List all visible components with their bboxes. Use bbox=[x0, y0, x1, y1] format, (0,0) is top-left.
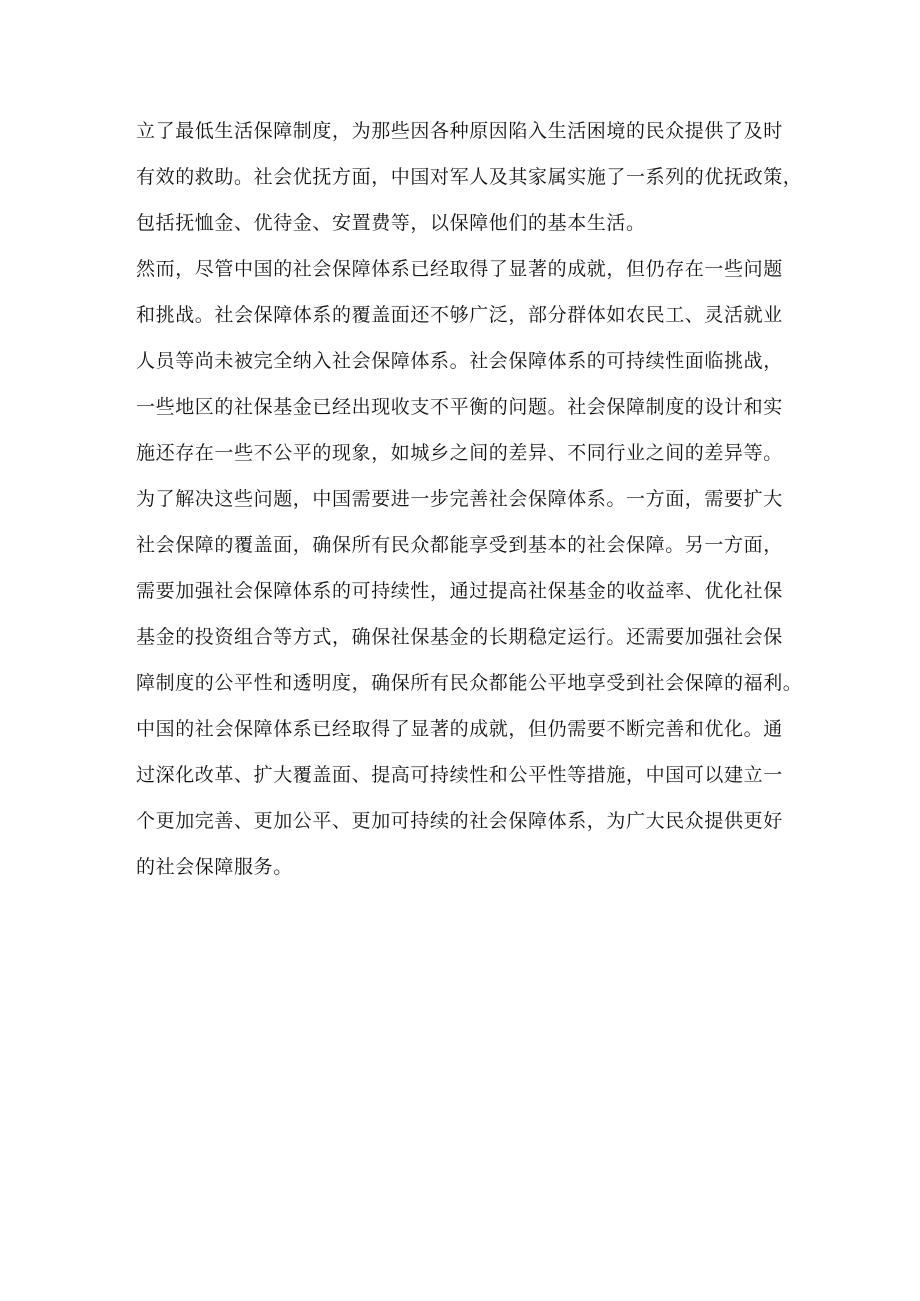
text-line: 个更加完善、更加公平、更加可持续的社会保障体系，为广大民众提供更好 bbox=[136, 810, 783, 832]
text-line: 包括抚恤金、优待金、安置费等，以保障他们的基本生活。 bbox=[136, 212, 646, 234]
text-line: 需要加强社会保障体系的可持续性，通过提高社保基金的收益率、优化社保 bbox=[136, 580, 783, 602]
text-line: 有效的救助。社会优抚方面，中国对军人及其家属实施了一系列的优抚政策， bbox=[136, 166, 803, 188]
text-line: 然而，尽管中国的社会保障体系已经取得了显著的成就，但仍存在一些问题 bbox=[136, 258, 783, 280]
text-line: 中国的社会保障体系已经取得了显著的成就，但仍需要不断完善和优化。通 bbox=[136, 718, 783, 740]
text-line: 和挑战。社会保障体系的覆盖面还不够广泛，部分群体如农民工、灵活就业 bbox=[136, 304, 783, 326]
text-line: 人员等尚未被完全纳入社会保障体系。社会保障体系的可持续性面临挑战， bbox=[136, 350, 783, 372]
text-line: 的社会保障服务。 bbox=[136, 856, 293, 878]
text-line: 施还存在一些不公平的现象，如城乡之间的差异、不同行业之间的差异等。 bbox=[136, 442, 783, 464]
text-line: 基金的投资组合等方式，确保社保基金的长期稳定运行。还需要加强社会保 bbox=[136, 626, 783, 648]
text-line: 立了最低生活保障制度，为那些因各种原因陷入生活困境的民众提供了及时 bbox=[136, 120, 783, 142]
text-line: 为了解决这些问题，中国需要进一步完善社会保障体系。一方面，需要扩大 bbox=[136, 488, 783, 510]
text-line: 社会保障的覆盖面，确保所有民众都能享受到基本的社会保障。另一方面， bbox=[136, 534, 783, 556]
text-line: 一些地区的社保基金已经出现收支不平衡的问题。社会保障制度的设计和实 bbox=[136, 396, 783, 418]
text-line: 障制度的公平性和透明度，确保所有民众都能公平地享受到社会保障的福利。 bbox=[136, 672, 803, 694]
body-text bbox=[136, 108, 803, 890]
text-line: 过深化改革、扩大覆盖面、提高可持续性和公平性等措施，中国可以建立一 bbox=[136, 764, 783, 786]
